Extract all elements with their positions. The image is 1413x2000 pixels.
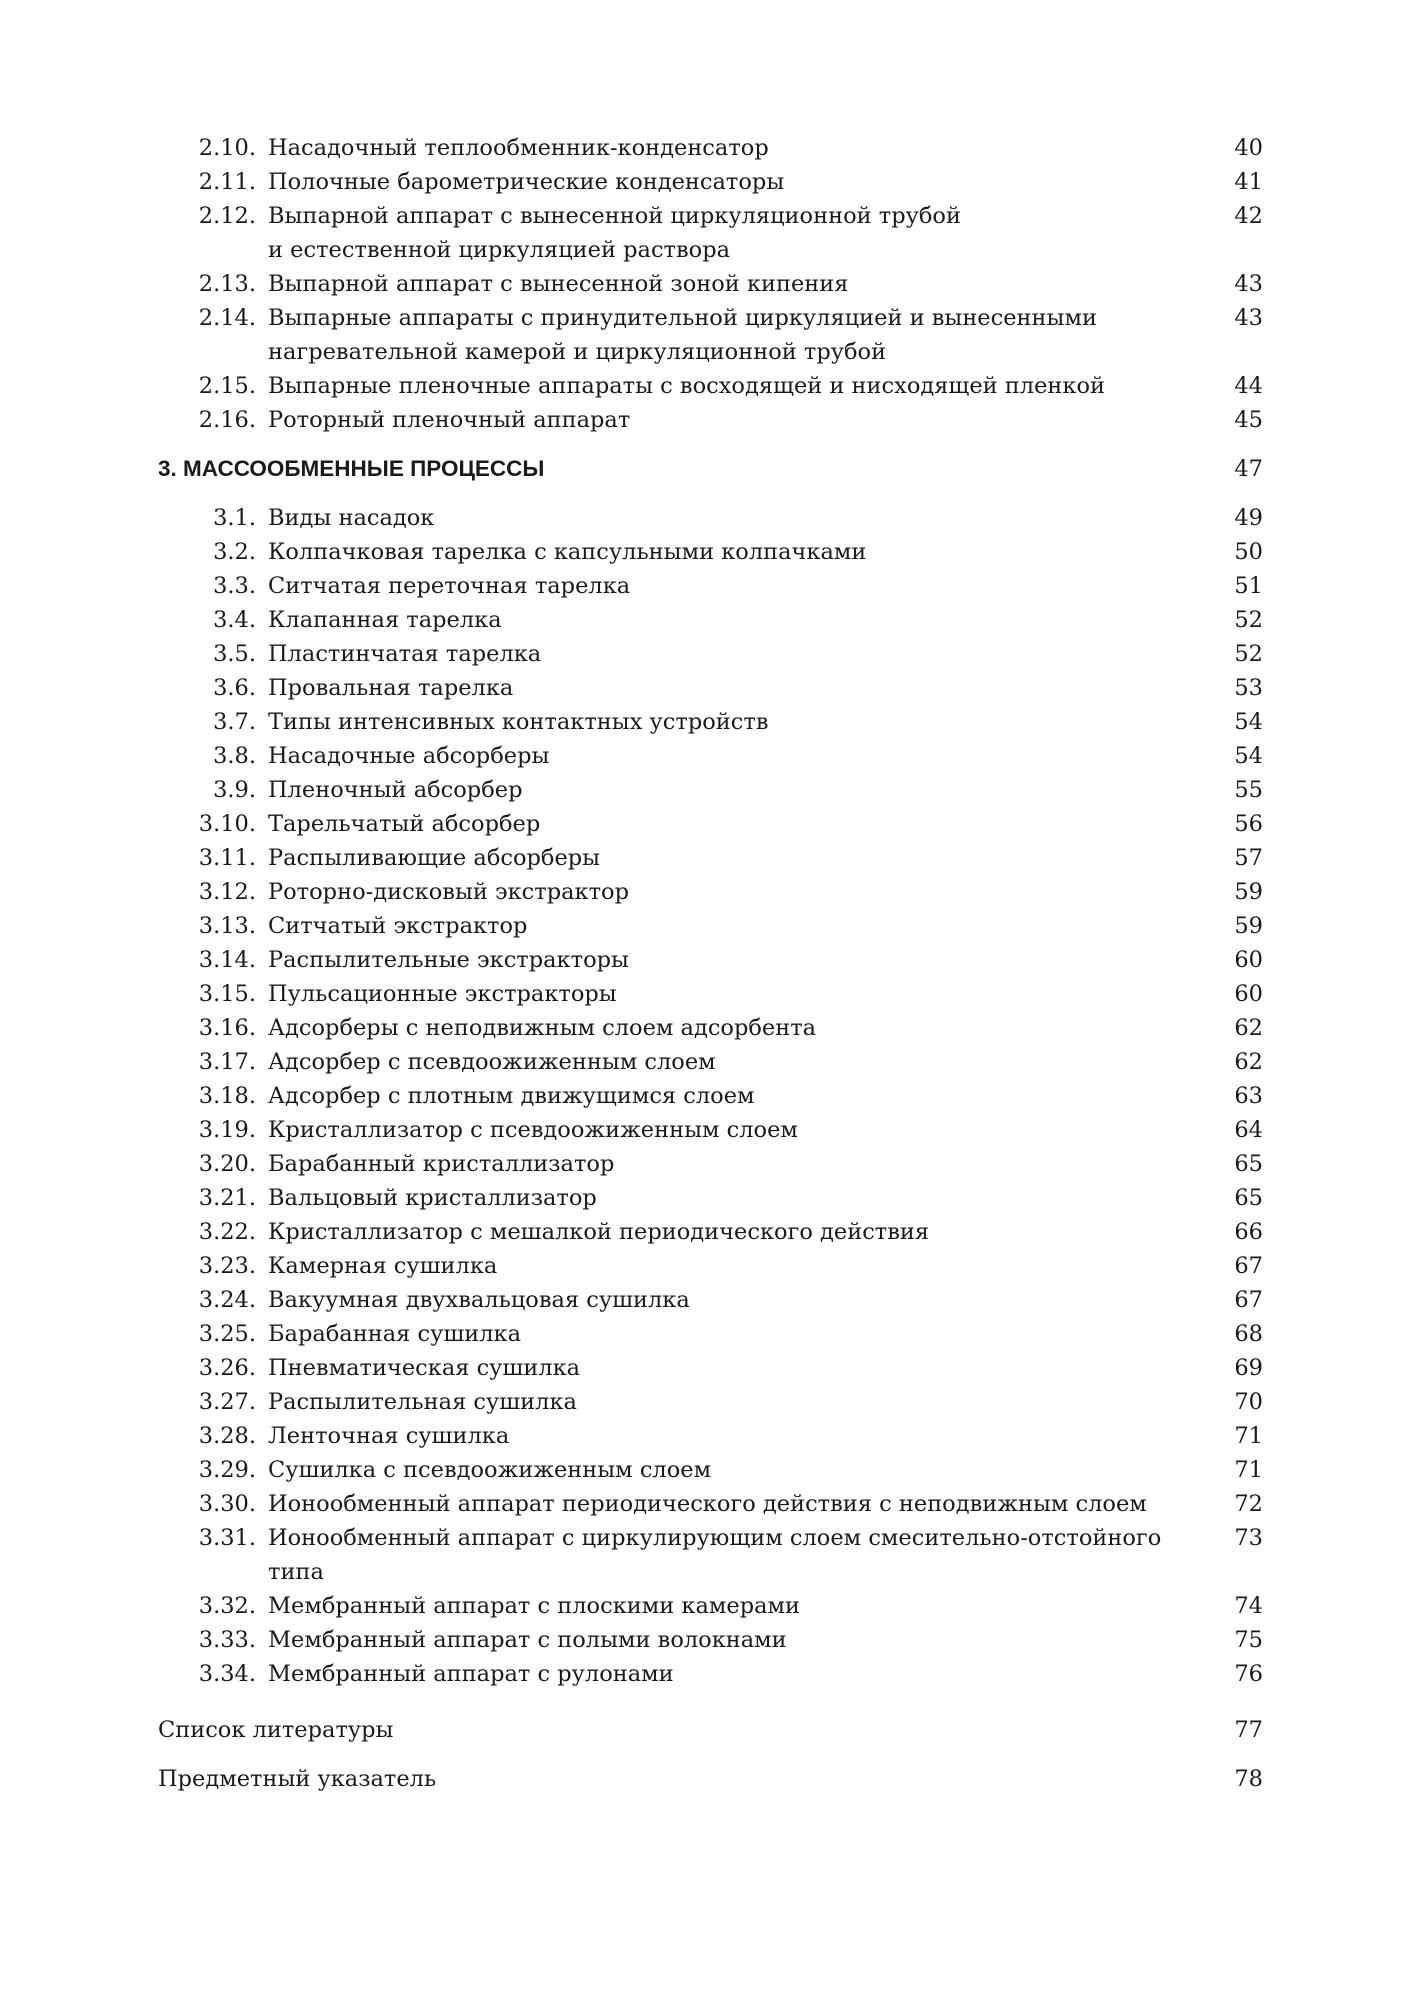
- toc-entry-title: Виды насадок: [268, 505, 435, 531]
- toc-entry-page: 44: [1234, 373, 1263, 399]
- toc-entry-page: 53: [1234, 675, 1263, 701]
- toc-entry-number: 3.9.: [213, 777, 256, 803]
- toc-entry-number: 2.15.: [198, 373, 256, 399]
- toc-entry[interactable]: [158, 671, 1263, 705]
- toc-entry-title: Мембранный аппарат с рулонами: [268, 1661, 674, 1687]
- toc-entry[interactable]: [158, 1011, 1263, 1045]
- toc-entry-page: 65: [1234, 1185, 1263, 1211]
- bibliography-page: 77: [1234, 1717, 1263, 1743]
- toc-entry-page: 59: [1234, 879, 1263, 905]
- toc-entry-title: Пленочный абсорбер: [268, 777, 523, 803]
- toc-entry-title: Провальная тарелка: [268, 675, 514, 701]
- toc-entry-page: 43: [1234, 271, 1263, 297]
- toc-entry[interactable]: [158, 705, 1263, 739]
- toc-entry-title: Камерная сушилка: [268, 1253, 498, 1279]
- toc-entry-number: 2.11.: [198, 169, 256, 195]
- toc-entry-number: 3.29.: [198, 1457, 256, 1483]
- toc-entry[interactable]: [158, 1317, 1263, 1351]
- toc-entry[interactable]: [158, 1623, 1263, 1657]
- toc-entry[interactable]: [158, 267, 1263, 301]
- toc-entry-title: Барабанный кристаллизатор: [268, 1151, 615, 1177]
- section-3-page: 47: [1234, 456, 1263, 482]
- toc-entry-number: 3.19.: [198, 1117, 256, 1143]
- toc-entry-page: 64: [1234, 1117, 1263, 1143]
- toc-entry-title: Распылительная сушилка: [268, 1389, 577, 1415]
- toc-entry-page: 63: [1234, 1083, 1263, 1109]
- toc-entry-title: Колпачковая тарелка с капсульными колпачками: [268, 539, 867, 565]
- toc-entry-title: Адсорбер с плотным движущимся слоем: [268, 1083, 755, 1109]
- toc-entry-page: 74: [1234, 1593, 1263, 1619]
- toc-entry-number: 3.15.: [198, 981, 256, 1007]
- toc-entry-title: Насадочный теплообменник-конденсатор: [268, 135, 769, 161]
- toc-entry-number: 3.8.: [213, 743, 256, 769]
- toc-entry-page: 70: [1234, 1389, 1263, 1415]
- toc-entry-title: Адсорберы с неподвижным слоем адсорбента: [268, 1015, 817, 1041]
- toc-entry-title: Пластинчатая тарелка: [268, 641, 542, 667]
- toc-entry[interactable]: [158, 131, 1263, 165]
- toc-entry-number: 3.20.: [198, 1151, 256, 1177]
- toc-entry-number: 3.3.: [213, 573, 256, 599]
- toc-entry-number: 3.6.: [213, 675, 256, 701]
- toc-entry-title: Пневматическая сушилка: [268, 1355, 581, 1381]
- section-3-heading[interactable]: [158, 452, 1263, 486]
- toc-entry-number: 2.10.: [198, 135, 256, 161]
- toc-entry-number: 3.26.: [198, 1355, 256, 1381]
- toc-entry[interactable]: [158, 773, 1263, 807]
- toc-entry-page: 56: [1234, 811, 1263, 837]
- toc-entry[interactable]: [158, 1283, 1263, 1317]
- toc-entry[interactable]: [158, 1487, 1263, 1521]
- toc-entry[interactable]: [158, 875, 1263, 909]
- toc-entry[interactable]: [158, 1351, 1263, 1385]
- toc-entry[interactable]: [158, 841, 1263, 875]
- toc-entry-number: 3.30.: [198, 1491, 256, 1517]
- toc-entry[interactable]: [158, 1657, 1263, 1691]
- toc-entry[interactable]: [158, 199, 1263, 267]
- toc-entry-number: 3.7.: [213, 709, 256, 735]
- index-page: 78: [1234, 1766, 1263, 1792]
- toc-entry-page: 60: [1234, 981, 1263, 1007]
- chapter-3-entries: [158, 501, 1263, 1691]
- toc-entry-page: 52: [1234, 641, 1263, 667]
- toc-entry-number: 3.22.: [198, 1219, 256, 1245]
- toc-entry-number: 3.25.: [198, 1321, 256, 1347]
- toc-entry[interactable]: [158, 1045, 1263, 1079]
- toc-entry-page: 59: [1234, 913, 1263, 939]
- toc-entry[interactable]: [158, 603, 1263, 637]
- toc-entry[interactable]: [158, 1113, 1263, 1147]
- toc-entry-number: 3.27.: [198, 1389, 256, 1415]
- toc-entry-number: 3.24.: [198, 1287, 256, 1313]
- toc-entry[interactable]: [158, 1589, 1263, 1623]
- toc-entry[interactable]: [158, 165, 1263, 199]
- toc-entry-page: 75: [1234, 1627, 1263, 1653]
- toc-entry-page: 62: [1234, 1015, 1263, 1041]
- toc-entry-page: 57: [1234, 845, 1263, 871]
- toc-entry-page: 45: [1234, 407, 1263, 433]
- toc-entry-page: 55: [1234, 777, 1263, 803]
- toc-entry-number: 2.16.: [198, 407, 256, 433]
- toc-entry-page: 69: [1234, 1355, 1263, 1381]
- toc-entry-number: 3.10.: [198, 811, 256, 837]
- toc-entry-page: 51: [1234, 573, 1263, 599]
- toc-entry-title: Мембранный аппарат с плоскими камерами: [268, 1593, 801, 1619]
- toc-entry-title: Вакуумная двухвальцовая сушилка: [268, 1287, 690, 1313]
- toc-entry[interactable]: [158, 909, 1263, 943]
- toc-entry-page: 54: [1234, 743, 1263, 769]
- toc-entry-number: 3.14.: [198, 947, 256, 973]
- toc-entry-title: Ленточная сушилка: [268, 1423, 510, 1449]
- toc-entry-page: 68: [1234, 1321, 1263, 1347]
- toc-entry-title: Выпарной аппарат с вынесенной циркуляционной трубой и естественной циркуляцией раствора: [268, 203, 961, 263]
- toc-entry-number: 3.4.: [213, 607, 256, 633]
- toc-entry-number: 3.5.: [213, 641, 256, 667]
- toc-entry-title: Тарельчатый абсорбер: [268, 811, 541, 837]
- toc-entry-number: 3.12.: [198, 879, 256, 905]
- toc-entry[interactable]: [158, 943, 1263, 977]
- toc-entry-title: Выпарные пленочные аппараты с восходящей и нисходящей пленкой: [268, 373, 1106, 399]
- toc-entry-page: 62: [1234, 1049, 1263, 1075]
- toc-entry[interactable]: [158, 369, 1263, 403]
- toc-entry[interactable]: [158, 807, 1263, 841]
- toc-entry-number: 3.32.: [198, 1593, 256, 1619]
- toc-entry-number: 3.1.: [213, 505, 256, 531]
- toc-entry[interactable]: [158, 1385, 1263, 1419]
- toc-entry-title: Выпарные аппараты с принудительной циркуляцией и вынесенными нагревательной камерой и циркуляционной трубой: [268, 305, 1097, 365]
- toc-entry-title: Роторно-дисковый экстрактор: [268, 879, 629, 905]
- toc-entry[interactable]: [158, 1453, 1263, 1487]
- toc-entry-page: 40: [1234, 135, 1263, 161]
- toc-entry-title: Вальцовый кристаллизатор: [268, 1185, 597, 1211]
- toc-entry-number: 2.13.: [198, 271, 256, 297]
- toc-entry-number: 3.13.: [198, 913, 256, 939]
- toc-entry-number: 3.31.: [198, 1525, 256, 1551]
- toc-entry-number: 3.11.: [198, 845, 256, 871]
- toc-entry[interactable]: [158, 1181, 1263, 1215]
- toc-entry-page: 71: [1234, 1423, 1263, 1449]
- toc-entry[interactable]: [158, 637, 1263, 671]
- toc-entry-number: 3.16.: [198, 1015, 256, 1041]
- toc-entry-number: 2.12.: [198, 203, 256, 229]
- toc-entry-number: 3.33.: [198, 1627, 256, 1653]
- toc-entry[interactable]: [158, 535, 1263, 569]
- toc-entry[interactable]: [158, 569, 1263, 603]
- toc-entry-number: 3.23.: [198, 1253, 256, 1279]
- toc-entry-number: 3.28.: [198, 1423, 256, 1449]
- toc-entry-page: 73: [1234, 1525, 1263, 1551]
- toc-entry-number: 2.14.: [198, 305, 256, 331]
- toc-entry-title: Выпарной аппарат с вынесенной зоной кипения: [268, 271, 849, 297]
- toc-entry-page: 72: [1234, 1491, 1263, 1517]
- chapter-2-entries: [158, 131, 1263, 437]
- toc-entry-page: 54: [1234, 709, 1263, 735]
- toc-entry-title: Сушилка с псевдоожиженным слоем: [268, 1457, 712, 1483]
- toc-entry-page: 65: [1234, 1151, 1263, 1177]
- toc-entry-title: Ситчатый экстрактор: [268, 913, 528, 939]
- toc-entry[interactable]: [158, 1215, 1263, 1249]
- toc-entry[interactable]: [158, 1147, 1263, 1181]
- toc-entry[interactable]: [158, 977, 1263, 1011]
- toc-entry[interactable]: [158, 301, 1263, 369]
- toc-entry[interactable]: [158, 1249, 1263, 1283]
- toc-entry-page: 42: [1234, 203, 1263, 229]
- toc-entry[interactable]: [158, 1419, 1263, 1453]
- toc-entry-title: Ионообменный аппарат периодического действия с неподвижным слоем: [268, 1491, 1147, 1517]
- index-entry[interactable]: [158, 1762, 1263, 1796]
- toc-entry-title: Барабанная сушилка: [268, 1321, 522, 1347]
- toc-entry-title: Кристаллизатор с мешалкой периодического действия: [268, 1219, 930, 1245]
- toc-entry-page: 52: [1234, 607, 1263, 633]
- toc-entry-number: 3.34.: [198, 1661, 256, 1687]
- toc-entry-title: Распылительные экстракторы: [268, 947, 629, 973]
- toc-entry-title: Мембранный аппарат с полыми волокнами: [268, 1627, 787, 1653]
- index-title: Предметный указатель: [158, 1766, 437, 1792]
- toc-entry-page: 60: [1234, 947, 1263, 973]
- toc-entry-page: 66: [1234, 1219, 1263, 1245]
- toc-entry[interactable]: [158, 1521, 1263, 1589]
- toc-entry-page: 76: [1234, 1661, 1263, 1687]
- toc-entry[interactable]: [158, 501, 1263, 535]
- toc-entry-page: 71: [1234, 1457, 1263, 1483]
- toc-entry[interactable]: [158, 1079, 1263, 1113]
- toc-entry-page: 49: [1234, 505, 1263, 531]
- toc-entry-number: 3.2.: [213, 539, 256, 565]
- toc-entry-number: 3.18.: [198, 1083, 256, 1109]
- toc-entry-title: Типы интенсивных контактных устройств: [268, 709, 769, 735]
- toc-entry-number: 3.17.: [198, 1049, 256, 1075]
- bibliography-title: Список литературы: [158, 1717, 394, 1743]
- section-3-title: 3. МАССООБМЕННЫЕ ПРОЦЕССЫ: [158, 456, 545, 481]
- toc-entry-page: 41: [1234, 169, 1263, 195]
- toc-entry-title: Ситчатая переточная тарелка: [268, 573, 631, 599]
- bibliography-entry[interactable]: [158, 1713, 1263, 1747]
- toc-entry-title: Роторный пленочный аппарат: [268, 407, 631, 433]
- toc-entry-title: Кристаллизатор с псевдоожиженным слоем: [268, 1117, 798, 1143]
- toc-entry-page: 67: [1234, 1253, 1263, 1279]
- toc-entry[interactable]: [158, 739, 1263, 773]
- toc-entry-title: Ионообменный аппарат с циркулирующим слоем смесительно-отстойного типа: [268, 1525, 1162, 1585]
- toc-entry-title: Адсорбер с псевдоожиженным слоем: [268, 1049, 716, 1075]
- toc-entry-title: Полочные барометрические конденсаторы: [268, 169, 785, 195]
- toc-entry-number: 3.21.: [198, 1185, 256, 1211]
- toc-entry-page: 67: [1234, 1287, 1263, 1313]
- toc-entry-page: 43: [1234, 305, 1263, 331]
- toc-entry-title: Клапанная тарелка: [268, 607, 502, 633]
- toc-entry-title: Пульсационные экстракторы: [268, 981, 617, 1007]
- toc-entry-title: Распыливающие абсорберы: [268, 845, 601, 871]
- toc-entry[interactable]: [158, 403, 1263, 437]
- toc-entry-page: 50: [1234, 539, 1263, 565]
- toc-entry-title: Насадочные абсорберы: [268, 743, 550, 769]
